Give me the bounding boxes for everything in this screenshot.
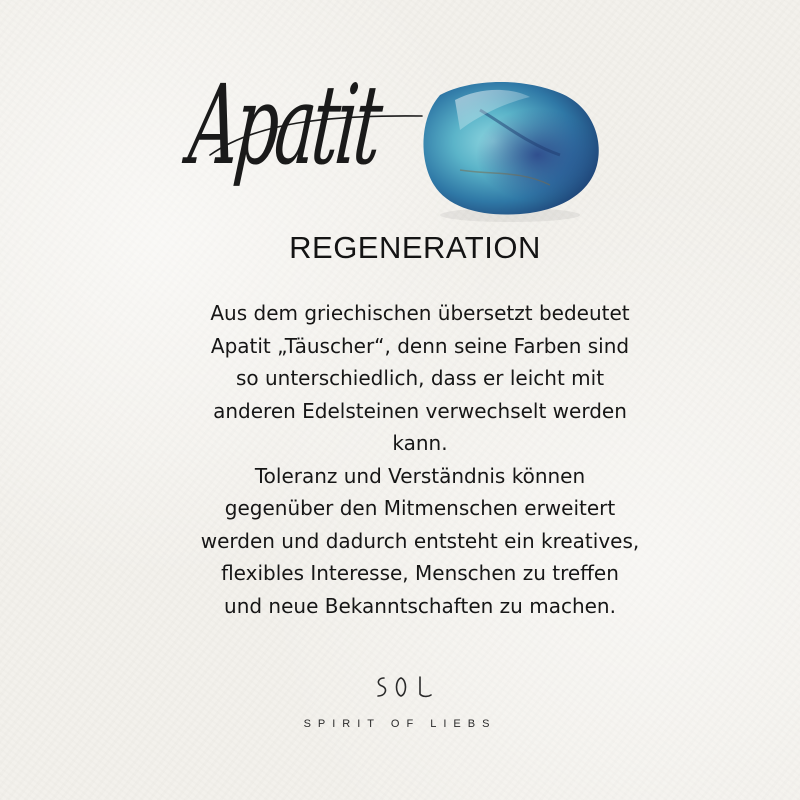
sol-logo-icon bbox=[370, 672, 440, 702]
script-title: Apatit bbox=[184, 61, 384, 189]
description-line: Toleranz und Verständnis können bbox=[254, 463, 586, 488]
description-line: flexibles Interesse, Menschen zu treffen bbox=[221, 561, 619, 585]
description-line: anderen Edelsteinen verwechselt werden bbox=[213, 398, 627, 423]
description-line: so unterschiedlich, dass er leicht mit bbox=[235, 366, 605, 390]
description-line: kann. bbox=[392, 431, 448, 455]
description-line: werden und dadurch entsteht ein kreatives, bbox=[200, 528, 640, 553]
brand-name: SPIRIT OF LIEBS bbox=[303, 718, 497, 730]
description-line: Aus dem griechischen übersetzt bedeutet bbox=[210, 301, 630, 325]
description-text bbox=[150, 297, 690, 622]
subtitle: REGENERATION bbox=[289, 230, 541, 265]
title-flourish bbox=[200, 80, 430, 220]
apatite-stone-image bbox=[410, 75, 610, 225]
description-line: Apatit „Täuscher“, denn seine Farben sind bbox=[210, 333, 630, 358]
description-line: gegenüber den Mitmenschen erweitert bbox=[224, 496, 616, 520]
description-line: und neue Bekanntschaften zu machen. bbox=[224, 593, 616, 618]
